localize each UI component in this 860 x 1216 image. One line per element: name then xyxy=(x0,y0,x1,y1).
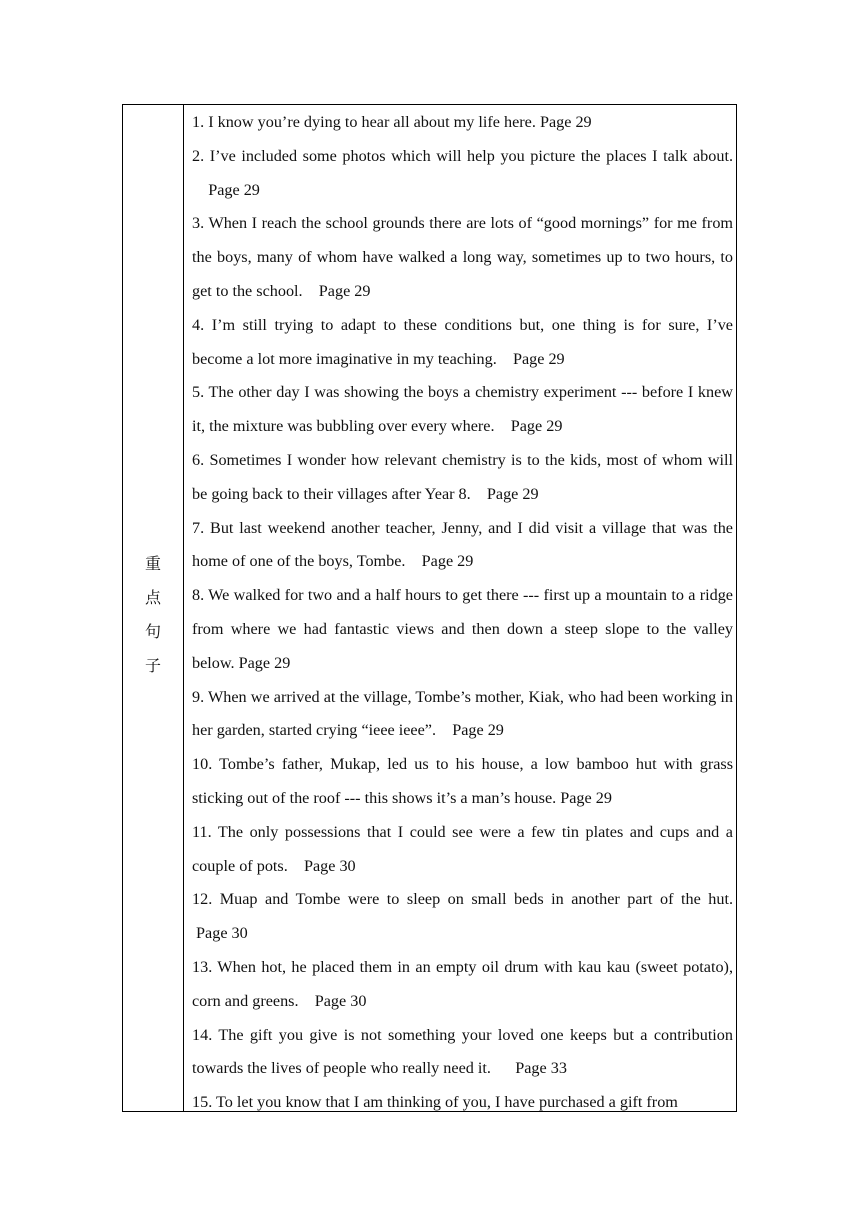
sentence-text: 13. When hot, he placed them in an empty oil drum with kau kau (sweet potato), corn and greens. xyxy=(192,957,733,1010)
sentence-item xyxy=(192,512,733,580)
sentence-text: 2. I’ve included some photos which will help you picture the places I talk about. xyxy=(192,146,733,165)
category-label-cell xyxy=(123,105,184,1111)
page-reference: Page 29 xyxy=(535,113,592,131)
sentence-item xyxy=(192,207,733,308)
page-reference: Page 29 xyxy=(494,417,563,436)
sentence-item xyxy=(192,748,733,816)
sentence-text: 11. The only possessions that I could see were a few tin plates and cups and a couple of pots. xyxy=(192,822,733,875)
sentence-text: 7. But last weekend another teacher, Jenny, and I did visit a village that was the home of one of the boys, Tombe. xyxy=(192,518,733,571)
page-reference: Page 29 xyxy=(436,721,504,740)
sentence-text: 10. Tombe’s father, Mukap, led us to his house, a low bamboo hut with grass sticking out of the roof --- this shows it’s a man’s house. xyxy=(192,755,733,807)
sentence-text: 3. When I reach the school grounds there are lots of “good mornings” for me from the boys, many of whom have walked a long way, sometimes up to two hours, to get to the school. xyxy=(192,214,733,300)
sentence-text: 1. I know you’re dying to hear all about my life here. xyxy=(192,113,536,131)
label-char: 句 xyxy=(144,622,161,641)
sentence-item xyxy=(192,106,733,140)
sentence-text: 8. We walked for two and a half hours to get there --- first up a mountain to a ridge from where we had fantastic views and then down a steep slope to the valley below. xyxy=(192,586,733,672)
sentence-text: 5. The other day I was showing the boys a chemistry experiment --- before I knew it, the mixture was bubbling over every where. xyxy=(192,383,733,436)
sentence-text: 6. Sometimes I wonder how relevant chemistry is to the kids, most of whom will be going back to their villages after Year 8. xyxy=(192,450,733,503)
label-char: 点 xyxy=(144,588,161,607)
page-reference: Page 29 xyxy=(405,552,474,571)
label-char: 子 xyxy=(144,656,161,675)
document-table xyxy=(122,104,737,1112)
sentence-item xyxy=(192,376,733,444)
sentence-item xyxy=(192,681,733,749)
page-reference: Page 29 xyxy=(496,349,565,368)
sentence-text: 14. The gift you give is not something your loved one keeps but a contribution towards the lives of people who really need it. xyxy=(192,1025,733,1078)
page-reference: Page 30 xyxy=(192,924,248,943)
sentence-item xyxy=(192,883,733,951)
sentence-item xyxy=(192,309,733,377)
page-reference: Page 30 xyxy=(298,991,367,1010)
sentence-text: 4. I’m still trying to adapt to these conditions but, one thing is for sure, I’ve become a lot more imaginative in my teaching. xyxy=(192,315,733,368)
sentence-item xyxy=(192,140,733,208)
sentence-item xyxy=(192,579,733,680)
page-reference: Page 29 xyxy=(234,653,291,672)
label-char: 重 xyxy=(144,554,161,573)
sentence-item xyxy=(192,1019,733,1087)
page-reference: Page 29 xyxy=(302,281,371,300)
sentence-item xyxy=(192,816,733,884)
page-reference: Page 29 xyxy=(470,484,539,503)
sentence-item xyxy=(192,1086,733,1112)
sentence-text: 15. To let you know that I am thinking of you, I have purchased a gift from xyxy=(192,1093,678,1112)
sentence-list xyxy=(192,105,733,1112)
page-reference: Page 29 xyxy=(556,788,612,807)
sentence-text: 9. When we arrived at the village, Tombe’s mother, Kiak, who had been working in her garden, started crying “ieee ieee”. xyxy=(192,687,733,740)
sentence-item xyxy=(192,444,733,512)
page-reference: Page 33 xyxy=(490,1059,567,1078)
page-reference: Page 30 xyxy=(287,856,356,875)
sentences-cell xyxy=(184,105,733,1111)
sentence-text: 12. Muap and Tombe were to sleep on small beds in another part of the hut. xyxy=(192,890,733,909)
sentence-item xyxy=(192,951,733,1019)
page-reference: Page 29 xyxy=(192,180,260,199)
category-label xyxy=(123,547,183,683)
